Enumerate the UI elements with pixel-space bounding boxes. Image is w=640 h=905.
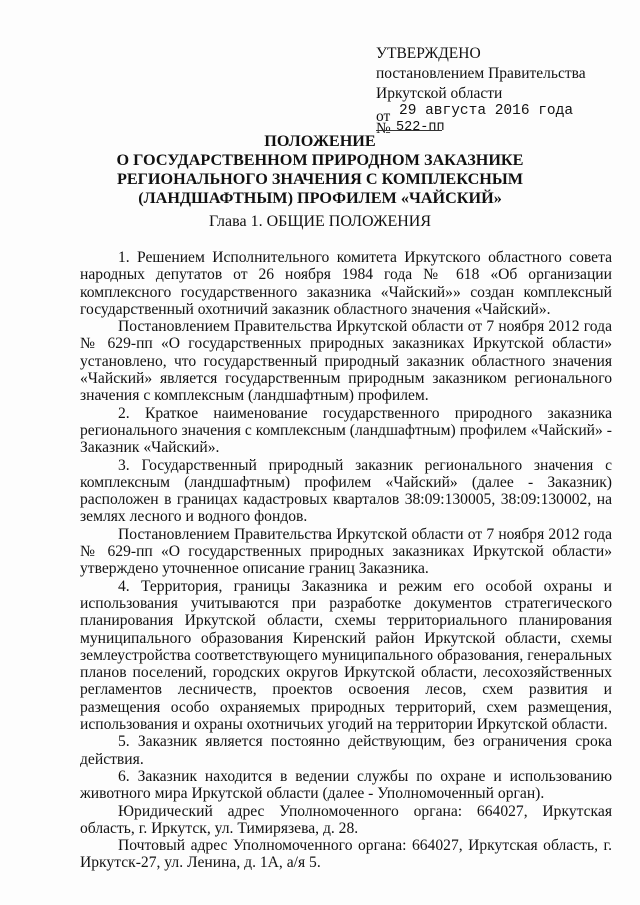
document-body [80,249,612,872]
title-line-1: ПОЛОЖЕНИЕ [264,132,376,150]
paragraph: 1. Решением Исполнительного комитета Иркутского областного совета народных депутатов от 26 ноября 1984 года № 618 «Об организации комплексного государственного заказника «Чайский»» создан комплексный государственный охотничий заказник областного значения «Чайский». [80,249,612,318]
paragraph: Постановлением Правительства Иркутской области от 7 ноября 2012 года № 629-пп «О государственных природных заказниках Иркутской области» установлено, что государственный природный заказник областного значения «Чайский» является государственным природным заказником регионального значения с комплексным (ландшафтным) профилем. [80,318,612,405]
approval-authority: постановлением Правительства [376,65,586,82]
approval-heading: УТВЕРЖДЕНО [376,45,481,62]
title-line-3: РЕГИОНАЛЬНОГО ЗНАЧЕНИЯ С КОМПЛЕКСНЫМ [116,170,524,188]
approval-stamp [376,44,626,137]
approval-number: 522-пп [396,120,445,135]
approval-number-underline [376,130,442,131]
paragraph: Юридический адрес Уполномоченного органа: 664027, Иркутская область, г. Иркутск, ул. Тимирязева, д. 28. [80,802,612,837]
paragraph: 2. Краткое наименование государственного природного заказника регионального значения с комплексным (ландшафтным) профилем «Чайский» - Заказник «Чайский». [80,404,612,457]
paragraph: Почтовый адрес Уполномоченного органа: 664027, Иркутская область, г. Иркутск-27, ул. Ленина, д. 1А, а/я 5. [80,837,612,872]
document-title [90,132,550,208]
chapter-heading: Глава 1. ОБЩИЕ ПОЛОЖЕНИЯ [209,213,431,230]
approval-region: Иркутской области [376,85,503,102]
title-line-4: (ЛАНДШАФТНЫМ) ПРОФИЛЕМ «ЧАЙСКИЙ» [138,189,502,207]
approval-date: 29 августа 2016 года [399,103,574,119]
approval-date-prefix: от [376,108,391,125]
paragraph: 5. Заказник является постоянно действующим, без ограничения срока действия. [80,733,612,768]
approval-number-prefix: № [376,120,391,137]
title-line-2: О ГОСУДАРСТВЕННОМ ПРИРОДНОМ ЗАКАЗНИКЕ [116,151,524,169]
paragraph: 3. Государственный природный заказник регионального значения с комплексным (ландшафтным) профилем «Чайский» (далее - Заказник) расположен в границах кадастровых кварталов 38:09:130005, 38:09:130002, на землях лесного и водного фондов. [80,456,612,526]
paragraph: 6. Заказник находится в ведении службы по охране и использованию животного мира Иркутской области (далее - Уполномоченный орган). [80,767,612,803]
paragraph: 4. Территория, границы Заказника и режим его особой охраны и использования учитываются при разработке документов стратегического планирования Иркутской области, схемы территориального планирования муниципального образования Киренский район Иркутской области, схемы землеустройства соответствующего муниципального образования, генеральных планов поселений, городских округов Иркутской области, лесохозяйственных регламентов лесничеств, проектов освоения лесов, схем развития и размещения особо охраняемых природных территорий, схем размещения, использования и охраны охотничьих угодий на территории Иркутской области. [80,577,612,734]
paragraph: Постановлением Правительства Иркутской области от 7 ноября 2012 года № 629-пп «О государственных природных заказниках Иркутской области» утверждено уточненное описание границ Заказника. [80,525,612,578]
